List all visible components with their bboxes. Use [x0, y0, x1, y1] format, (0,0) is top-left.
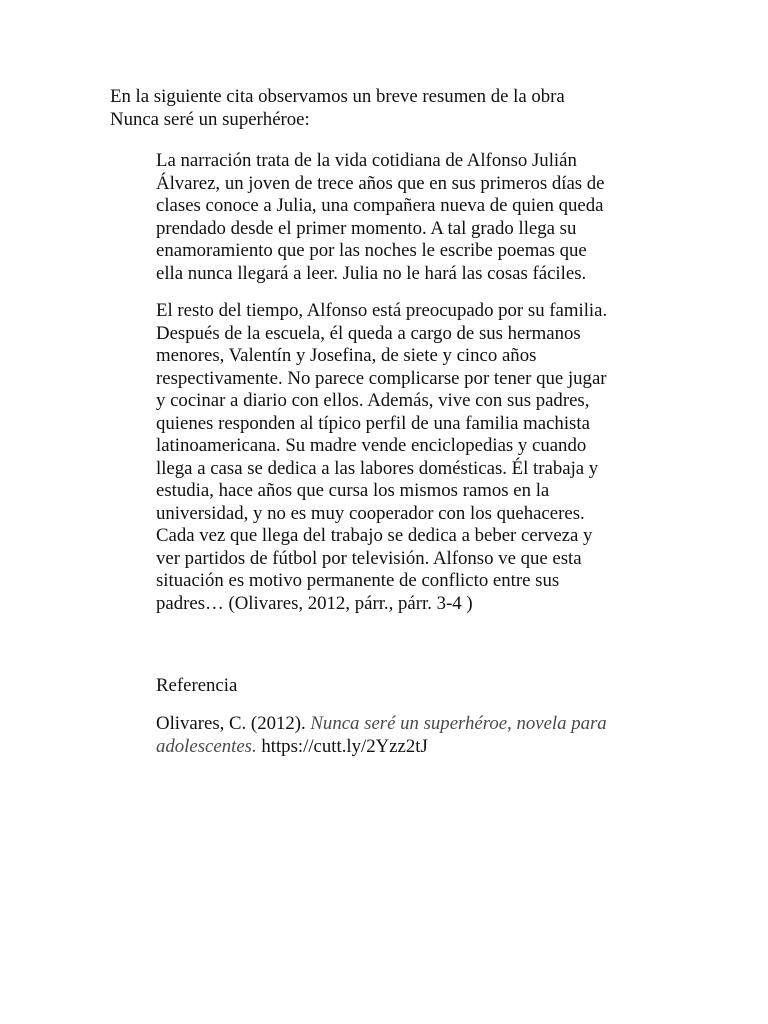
reference-entry	[156, 713, 656, 758]
quote-line: ella nunca llegará a leer. Julia no le hará las cosas fáciles.	[156, 262, 587, 284]
quote-line: estudia, hace años que cursa los mismos ramos en la	[156, 480, 550, 501]
quote-line: ver partidos de fútbol por televisión. Alfonso ve que esta	[156, 547, 582, 569]
reference-line-2	[156, 736, 656, 759]
reference-author-year: Olivares, C. (2012).	[156, 713, 306, 734]
block-quote-paragraph-2	[156, 300, 656, 615]
quote-line: universidad, y no es muy cooperador con los quehaceres.	[156, 502, 585, 524]
quote-line: La narración trata de la vida cotidiana de Alfonso Julián	[156, 150, 577, 171]
quote-line: enamoramiento que por las noches le escribe poemas que	[156, 240, 587, 261]
intro-line: Nunca seré un superhéroe:	[110, 108, 310, 130]
quote-line: clases conoce a Julia, una compañera nueva de quien queda	[156, 195, 604, 216]
reference-line-1	[156, 713, 656, 736]
quote-line: menores, Valentín y Josefina, de siete y cinco años	[156, 345, 537, 366]
quote-line: llega a casa se dedica a las labores domésticas. Él trabaja y	[156, 457, 599, 479]
quote-line: padres… (Olivares, 2012, párr., párr. 3-4 )	[156, 592, 473, 614]
quote-line: Cada vez que llega del trabajo se dedica a beber cerveza y	[156, 525, 593, 546]
reference-title-continued: adolescentes.	[156, 735, 257, 757]
intro-line: En la siguiente cita observamos un breve resumen de la obra	[110, 86, 565, 107]
quote-line: latinoamericana. Su madre vende enciclopedias y cuando	[156, 435, 587, 456]
quote-line: Álvarez, un joven de trece años que en sus primeros días de	[156, 172, 605, 194]
quote-line: y cocinar a diario con ellos. Además, vive con sus padres,	[156, 390, 590, 411]
quote-line: quienes responden al típico perfil de una familia machista	[156, 412, 590, 434]
reference-title: Nunca seré un superhéroe, novela para	[310, 713, 607, 734]
quote-line: prendado desde el primer momento. A tal grado llega su	[156, 217, 577, 239]
quote-line: El resto del tiempo, Alfonso está preocupado por su familia.	[156, 300, 608, 321]
intro-paragraph	[110, 86, 670, 131]
reference-heading: Referencia	[156, 675, 238, 696]
quote-line: Después de la escuela, él queda a cargo de sus hermanos	[156, 322, 581, 344]
reference-url-link[interactable]: https://cutt.ly/2Yzz2tJ	[261, 735, 428, 757]
block-quote-paragraph-1	[156, 150, 656, 285]
quote-line: respectivamente. No parece complicarse por tener que jugar	[156, 367, 607, 389]
quote-line: situación es motivo permanente de conflicto entre sus	[156, 570, 560, 591]
